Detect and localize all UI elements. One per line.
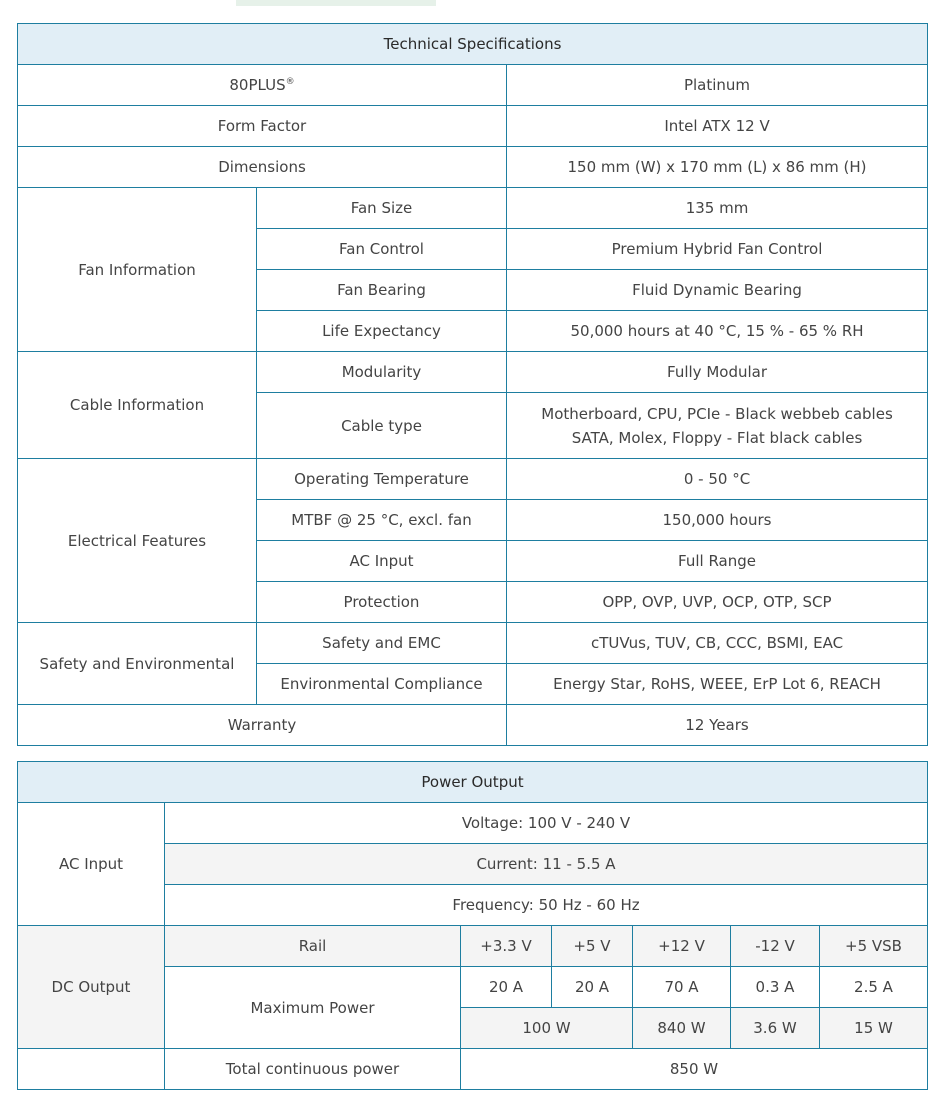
power-table-title: Power Output [18,762,928,803]
safety-emc-label: Safety and EMC [257,623,507,664]
total-power-label: Total continuous power [165,1049,461,1090]
fan-bearing-value: Fluid Dynamic Bearing [507,270,928,311]
electrical-features-group: Electrical Features [18,459,257,623]
life-expectancy-label: Life Expectancy [257,311,507,352]
safety-environmental-group: Safety and Environmental [18,623,257,705]
form-factor-label: Form Factor [18,106,507,147]
table-row [18,65,928,106]
cable-type-line-2: SATA, Molex, Floppy - Flat black cables [571,428,863,447]
fan-information-group: Fan Information [18,188,257,352]
protection-label: Protection [257,582,507,623]
technical-specifications-table [17,23,928,746]
amps-5v: 20 A [552,967,633,1008]
table-row [18,926,928,967]
ac-input-group: AC Input [18,803,165,926]
dc-output-group: DC Output [18,926,165,1049]
watts-5vsb: 15 W [820,1008,928,1049]
total-power-spacer [18,1049,165,1090]
amps-neg12v: 0.3 A [731,967,820,1008]
rail-label: Rail [165,926,461,967]
operating-temperature-value: 0 - 50 °C [507,459,928,500]
cable-information-group: Cable Information [18,352,257,459]
dimensions-label: Dimensions [18,147,507,188]
current-value: Current: 11 - 5.5 A [165,844,928,885]
amps-5vsb: 2.5 A [820,967,928,1008]
plus-value: Platinum [507,65,928,106]
operating-temperature-label: Operating Temperature [257,459,507,500]
table-row [18,623,928,664]
cable-type-line-1: Motherboard, CPU, PCIe - Black webbeb cables [541,404,893,423]
safety-emc-value: cTUVus, TUV, CB, CCC, BSMI, EAC [507,623,928,664]
amps-3v3: 20 A [461,967,552,1008]
rail-neg12v: -12 V [731,926,820,967]
plus-label: 80PLUS® [18,65,507,106]
voltage-value: Voltage: 100 V - 240 V [165,803,928,844]
dimensions-value: 150 mm (W) x 170 mm (L) x 86 mm (H) [507,147,928,188]
fan-bearing-label: Fan Bearing [257,270,507,311]
modularity-label: Modularity [257,352,507,393]
rail-5vsb: +5 VSB [820,926,928,967]
fan-control-label: Fan Control [257,229,507,270]
protection-value: OPP, OVP, UVP, OCP, OTP, SCP [507,582,928,623]
table-row [18,803,928,844]
spec-table-title: Technical Specifications [18,24,928,65]
warranty-value: 12 Years [507,705,928,746]
watts-neg12v: 3.6 W [731,1008,820,1049]
table-row [18,705,928,746]
cable-type-value [507,393,928,459]
watts-combined: 100 W [461,1008,633,1049]
cable-type-label: Cable type [257,393,507,459]
fan-control-value: Premium Hybrid Fan Control [507,229,928,270]
top-accent-bar [236,0,436,6]
table-row [18,352,928,393]
ac-input-label: AC Input [257,541,507,582]
rail-12v: +12 V [633,926,731,967]
table-row [18,106,928,147]
table-row [18,459,928,500]
frequency-value: Frequency: 50 Hz - 60 Hz [165,885,928,926]
rail-5v: +5 V [552,926,633,967]
mtbf-value: 150,000 hours [507,500,928,541]
form-factor-value: Intel ATX 12 V [507,106,928,147]
environmental-compliance-value: Energy Star, RoHS, WEEE, ErP Lot 6, REACH [507,664,928,705]
total-power-value: 850 W [461,1049,928,1090]
rail-3v3: +3.3 V [461,926,552,967]
fan-size-label: Fan Size [257,188,507,229]
ac-input-value: Full Range [507,541,928,582]
fan-size-value: 135 mm [507,188,928,229]
watts-12v: 840 W [633,1008,731,1049]
table-row [18,1049,928,1090]
modularity-value: Fully Modular [507,352,928,393]
maximum-power-label: Maximum Power [165,967,461,1049]
amps-12v: 70 A [633,967,731,1008]
power-output-table [17,761,928,1090]
table-row [18,188,928,229]
registered-mark: ® [285,77,295,87]
table-row [18,147,928,188]
life-expectancy-value: 50,000 hours at 40 °C, 15 % - 65 % RH [507,311,928,352]
mtbf-label: MTBF @ 25 °C, excl. fan [257,500,507,541]
warranty-label: Warranty [18,705,507,746]
environmental-compliance-label: Environmental Compliance [257,664,507,705]
